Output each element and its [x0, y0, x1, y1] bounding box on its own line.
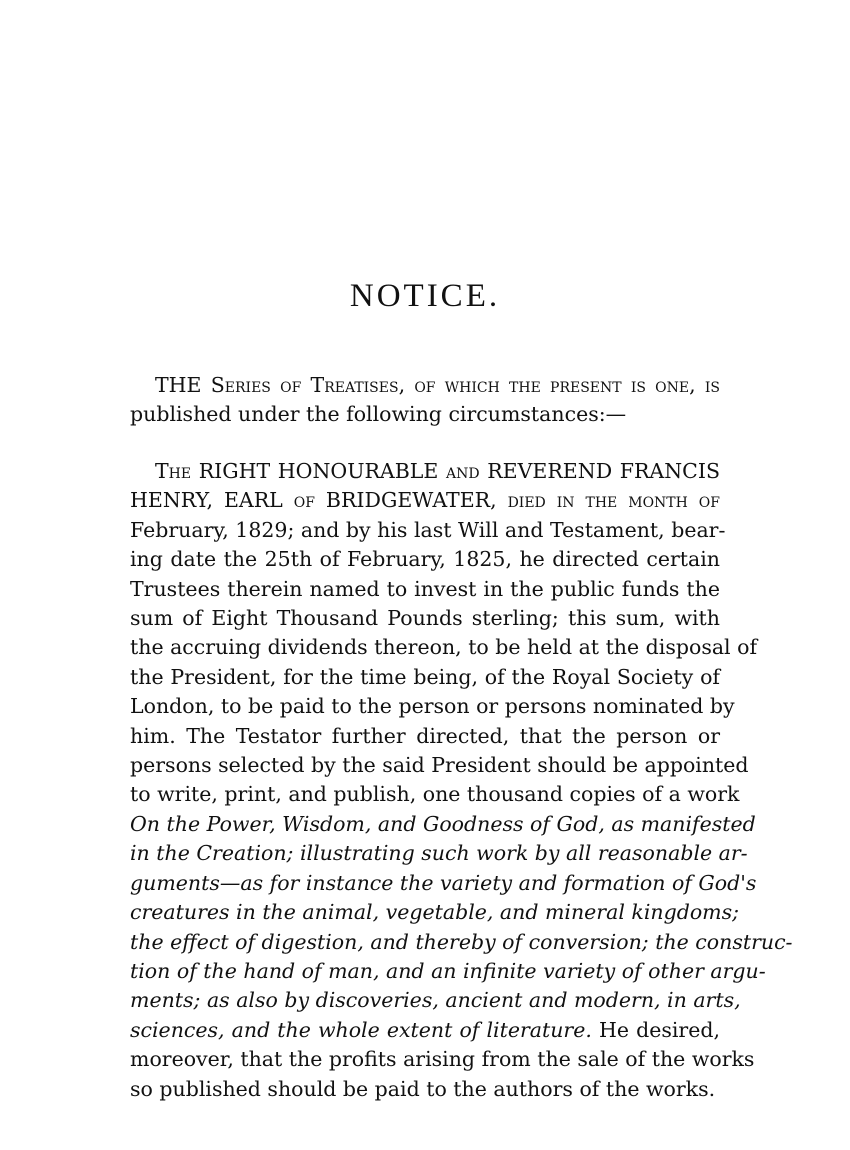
text-line: persons selected by the said President should be appointed: [130, 753, 749, 778]
text-line: [130, 371, 720, 400]
text-line: ing date the 25th of February, 1825, he directed certain: [130, 547, 720, 572]
text-line-italic: the effect of digestion, and thereby of conversion; the construc-: [130, 929, 793, 954]
text-line: The RIGHT HONOURABLE and REVEREND FRANCIS: [155, 459, 720, 483]
text-line-italic: sciences, and the whole extent of literature.: [130, 1017, 592, 1042]
text-line-italic: in the Creation; illustrating such work by all reasonable ar-: [130, 841, 748, 866]
text-line: the accruing dividends thereon, to be held at the disposal of: [130, 635, 758, 660]
text-line: HENRY, EARL of BRIDGEWATER, died in the month of: [130, 488, 720, 513]
text-line: him. The Testator further directed, that the person or: [130, 723, 720, 748]
text-line: moreover, that the profits arising from the sale of the works: [130, 1047, 755, 1072]
text-line: THE Series of Treatises, of which the present is one, is: [155, 373, 720, 397]
paragraph-bequest: [130, 457, 793, 1104]
text-line: to write, print, and publish, one thousand copies of a work: [130, 782, 740, 807]
text-line: so published should be paid to the authors of the works.: [130, 1076, 716, 1101]
text-line: He desired,: [598, 1017, 720, 1042]
text-line-italic: creatures in the animal, vegetable, and mineral kingdoms;: [130, 900, 740, 925]
text-line: published under the following circumstances:—: [130, 402, 627, 427]
page-title: NOTICE.: [349, 278, 501, 314]
paragraph-series-intro: [130, 371, 720, 430]
text-line: London, to be paid to the person or persons nominated by: [130, 694, 735, 719]
text-line: the President, for the time being, of the Royal Society of: [130, 664, 720, 689]
text-line-italic: ments; as also by discoveries, ancient and modern, in arts,: [130, 988, 741, 1013]
text-line: February, 1829; and by his last Will and Testament, bear-: [130, 517, 726, 542]
text-line-italic: On the Power, Wisdom, and Goodness of God, as manifested: [130, 811, 756, 836]
text-line-mixed: [130, 1016, 720, 1045]
text-line-italic: guments—as for instance the variety and formation of God's: [130, 870, 757, 895]
text-line-italic: tion of the hand of man, and an infinite variety of other argu-: [130, 958, 766, 983]
text-line: Trustees therein named to invest in the public funds the: [130, 576, 720, 601]
text-line: sum of Eight Thousand Pounds sterling; this sum, with: [130, 606, 720, 631]
